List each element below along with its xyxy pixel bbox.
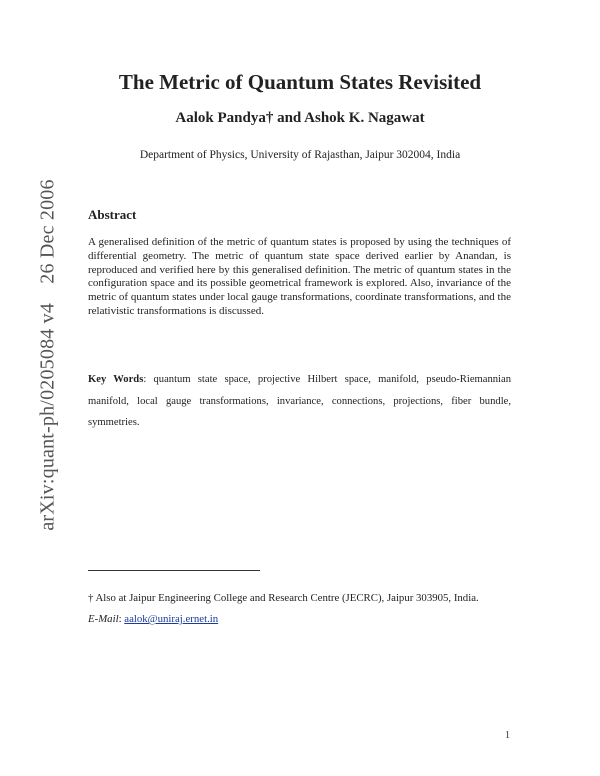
footnote-affiliation: † Also at Jaipur Engineering College and Research Centre (JECRC), Jaipur 303905, India. bbox=[88, 592, 479, 604]
footnote-email bbox=[88, 609, 511, 630]
keywords bbox=[88, 369, 511, 434]
keywords-label: Key Words bbox=[88, 374, 144, 385]
email-link[interactable]: aalok@uniraj.ernet.in bbox=[124, 613, 219, 625]
keywords-text: : quantum state space, projective Hilbert space, manifold, pseudo-Riemannian manifold, local gauge transformations, invariance, connections, projections, fiber bundle, symmetries. bbox=[88, 374, 511, 428]
footnote-divider bbox=[88, 570, 260, 571]
page-number: 1 bbox=[505, 730, 510, 741]
paper-affiliation: Department of Physics, University of Rajasthan, Jaipur 302004, India bbox=[139, 149, 461, 161]
email-separator: : bbox=[118, 613, 125, 625]
arxiv-stamp bbox=[37, 179, 60, 530]
arxiv-identifier: arXiv:quant-ph/0205084 v4 bbox=[36, 302, 59, 531]
arxiv-date: 26 Dec 2006 bbox=[36, 179, 59, 284]
abstract-heading: Abstract bbox=[88, 207, 137, 222]
paper-authors: Aalok Pandya† and Ashok K. Nagawat bbox=[175, 110, 425, 126]
email-label: E-Mail bbox=[88, 613, 119, 625]
abstract-body: A generalised definition of the metric of quantum states is proposed by using the techniques of differential geometry. The metric of quantum state space derived earlier by Anandan, is reproduced and verified here by this generalised definition. The metric of quantum states in the configuration space and its possible geometrical framework is explored. Also, invariance of the metric of quantum states under local gauge transformations, coordinate transformations, and the relativistic transformations is discussed. bbox=[88, 236, 511, 317]
footnote bbox=[88, 588, 511, 630]
paper-title: The Metric of Quantum States Revisited bbox=[118, 70, 482, 94]
